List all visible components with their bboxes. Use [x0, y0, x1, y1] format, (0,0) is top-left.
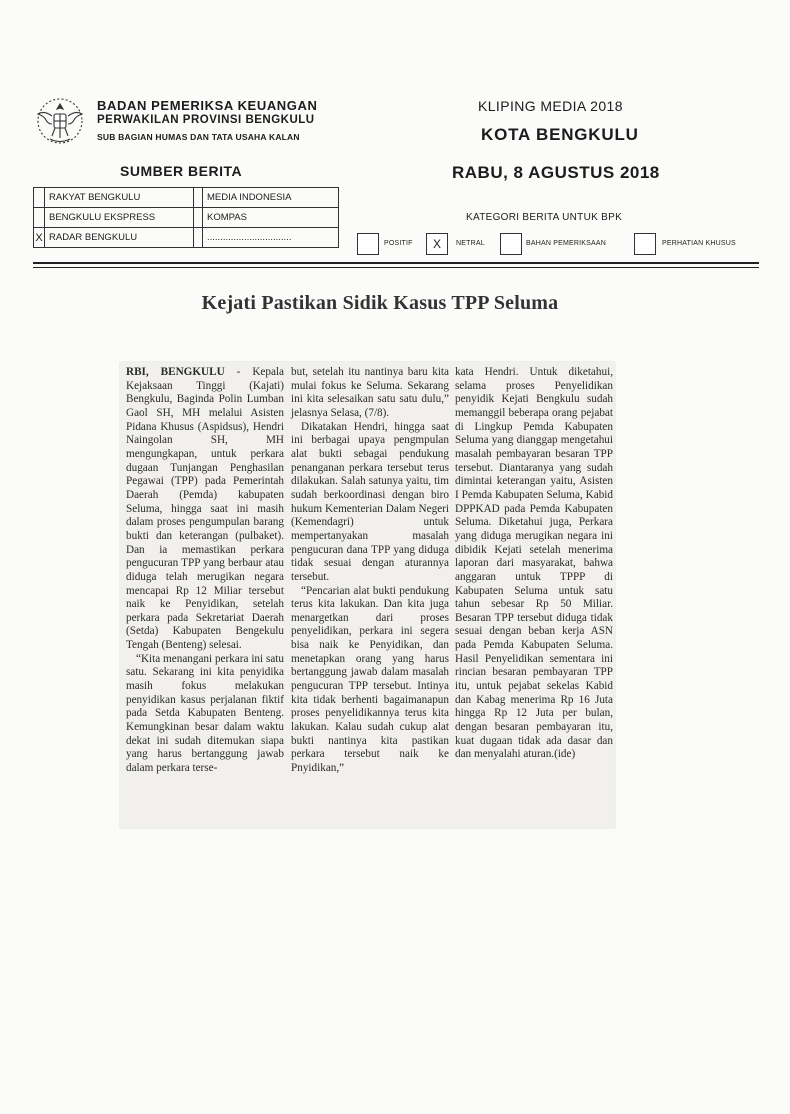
source-name: BENGKULU EKSPRESS: [45, 208, 194, 228]
garuda-emblem-icon: [30, 94, 90, 152]
label-bahan-pemeriksaan: BAHAN PEMERIKSAAN: [526, 240, 607, 247]
source-mark: [34, 188, 45, 208]
source-name: RAKYAT BENGKULU: [45, 188, 194, 208]
source-mark: [194, 208, 203, 228]
source-name: ................................: [203, 228, 339, 248]
org-branch: PERWAKILAN PROVINSI BENGKULU: [97, 114, 315, 126]
label-perhatian-khusus: PERHATIAN KHUSUS: [662, 240, 736, 247]
source-row: [34, 208, 339, 228]
label-positif: POSITIF: [384, 240, 413, 247]
article-paragraph: “Kita menangani perkara ini satu satu. Sekarang ini kita penyidika masih fokus melakukan penyidikan kasus perjalanan fiktif pada Setda Kabupaten Benteng. Kemungkinan besar dalam waktu dekat ini sudah ditemukan siapa yang harus bertanggung jawab dalam perkara terse-: [126, 652, 284, 775]
article-paragraph: Dikatakan Hendri, hingga saat ini berbagai upaya pengmpulan alat bukti sebagai pendukung penanganan perkara tersebut terus dilakukan. Salah satunya yaitu, tim sudah berkoordinasi dengan biro hukum Kementerian Dalam Negeri (Kemendagri) untuk mempertanyakan masalah pengucuran dana TPP yang diduga tidak sesuai dengan aturannya tersebut.: [291, 420, 449, 583]
source-mark: [34, 208, 45, 228]
source-mark: X: [34, 228, 45, 248]
newspaper-clipping: [120, 362, 615, 828]
kota-title: KOTA BENGKULU: [481, 125, 639, 144]
article-paragraph: kata Hendri. Untuk diketahui, selama proses Penyelidikan penyidik Kejati Bengkulu sudah memanggil beberapa orang pejabat di Lingkup Pemda Kabupaten Seluma yang dianggap mengetahui masalah pembayaran besaran TPP tersebut. Diantaranya yang sudah dimintai keterangan yaitu, Asisten I Pemda Kabupaten Seluma, Kabid DPPKAD pada Pemda Kabupaten Seluma. Diketahui juga, Perkara yang diduga merugikan negara ini dibidik Kejati setelah menerima laporan dari masyarakat, bahwa anggaran untuk TPPP di Kabupaten Seluma untuk satu tahun sebesar Rp 50 Miliar. Besaran TPP tersebut diduga tidak sesuai dengan beban kerja ASN pada Pemda Kabupaten Seluma. Hasil Penyelidikan sementara ini rincian besaran pembayaran TPP itu, untuk pejabat sekelas Kabid dan Kabag menerima Rp 16 Juta hingga Rp 12 Juta per bulan, dengan besaran pembayaran itu, kuat dugaan tidak ada dasar dan dan menyalahi aturan.(ide): [455, 366, 613, 761]
article-paragraph: “Pencarian alat bukti pendukung terus kita lakukan. Dan kita juga menargetkan dari proses penyelidikan, perkara ini segera bisa naik ke Penyidikan, dan menetapkan orang yang harus bertanggung jawab dalam masalah pengucuran TPP tersebut. Intinya kita tidak berhenti bagaimanapun proses penyelidikannya terus kita lakukan. Kalau sudah cukup alat bukti nantinya kita pastikan perkara tersebut naik ke Pnyidikan,”: [291, 584, 449, 775]
checkbox-netral[interactable]: X: [426, 233, 448, 255]
divider: [33, 267, 759, 268]
article-column-3: [455, 366, 613, 762]
org-unit: SUB BAGIAN HUMAS DAN TATA USAHA KALAN: [97, 132, 300, 142]
source-row: [34, 228, 339, 248]
label-netral: NETRAL: [456, 240, 485, 247]
checkbox-bahan-pemeriksaan[interactable]: [500, 233, 522, 255]
article-column-2: [291, 366, 449, 776]
checkbox-perhatian-khusus[interactable]: [634, 233, 656, 255]
article-headline: Kejati Pastikan Sidik Kasus TPP Seluma: [201, 292, 559, 314]
source-row: [34, 188, 339, 208]
org-name: BADAN PEMERIKSA KEUANGAN: [97, 98, 318, 113]
source-name: MEDIA INDONESIA: [203, 188, 339, 208]
checkbox-positif[interactable]: [357, 233, 379, 255]
sumber-berita-label: SUMBER BERITA: [120, 163, 243, 179]
divider: [33, 262, 759, 264]
kategori-title: KATEGORI BERITA UNTUK BPK: [466, 212, 623, 223]
article-paragraph: but, setelah itu nantinya baru kita mulai fokus ke Seluma. Sekarang ini kita selesaikan satu satu dulu,” jelasnya Selasa, (7/8).: [291, 366, 449, 419]
source-name: RADAR BENGKULU: [45, 228, 194, 248]
article-paragraph: [126, 366, 284, 653]
source-mark: [194, 188, 203, 208]
source-table: [33, 187, 339, 248]
publication-date: RABU, 8 AGUSTUS 2018: [452, 163, 660, 182]
source-name: KOMPAS: [203, 208, 339, 228]
article-dateline: RBI, BENGKULU: [126, 366, 225, 378]
article-text: - Kepala Kejaksaan Tinggi (Kajati) Bengkulu, Baginda Polin Lumban Gaol SH, MH melalui Asisten Pidana Khusus (Aspidsus), Hendri Naingolan SH, MH mengungkapan, untuk perkara dugaan Tunjangan Penghasilan Pegawai (TPP) pada Pemerintah Daerah (Pemda) kabupaten Seluma, hingga saat ini masih dalam proses pengumpulan barang bukti dan keterangan (pulbaket). Dan ia memastikan perkara pengucuran TPP yang berbaur atau diduga telah merugikan negara mencapai Rp 12 Miliar tersebut naik ke Penyidikan, setelah perkara pada Sekretariat Daerah (Setda) Kabupaten Bengekulu Tengah (Benteng) selesai.: [126, 366, 284, 652]
kliping-title: KLIPING MEDIA 2018: [478, 98, 623, 114]
source-mark: [194, 228, 203, 248]
article-column-1: [126, 366, 284, 776]
